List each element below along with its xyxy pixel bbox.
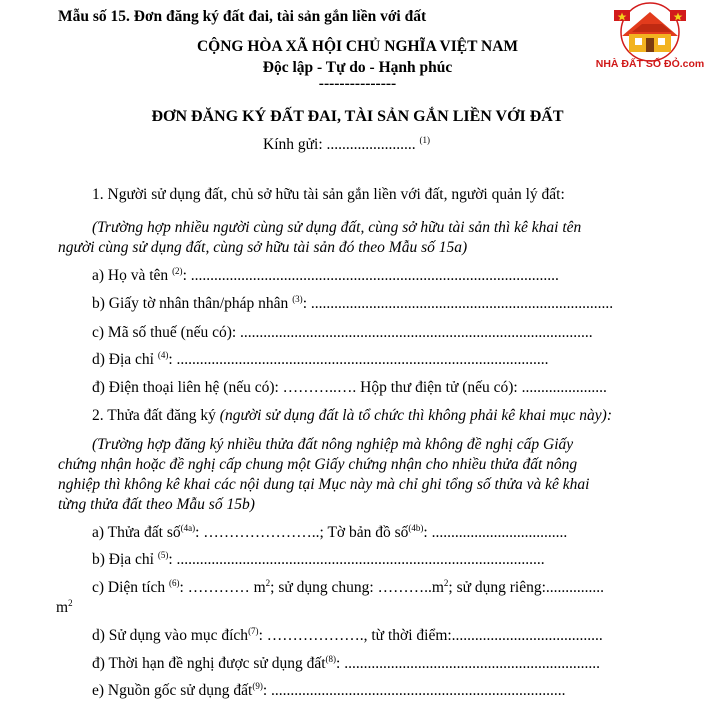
field-land-origin-label: e) Nguồn gốc sử dụng đất — [92, 682, 253, 699]
recipient-line — [263, 135, 430, 155]
section2-note-line3: nghiệp thì không kê khai các nội dung tại Mục này mà chỉ ghi tổng số thửa và kê khai — [58, 476, 590, 493]
section2-note-line2: chứng nhận hoặc đề nghị cấp chung một Giấy chứng nhận cho nhiều thửa đất nông — [58, 456, 578, 473]
house-logo-icon — [592, 2, 708, 76]
field-area-shared: ; sử dụng chung: ………..m — [270, 579, 444, 596]
site-logo — [592, 2, 708, 76]
section2-heading-line — [92, 406, 612, 426]
field-use-term-dots: : .................................................................. — [336, 655, 600, 672]
section2-heading-note: (người sử dụng đất là tổ chức thì không phải kê khai mục này): — [219, 407, 613, 424]
field-area-private: ; sử dụng riêng:............... — [448, 579, 605, 596]
field-parcel-address-dots: : ............................................................................................... — [168, 551, 545, 568]
field-area-wrap-unit-sq: 2 — [68, 597, 73, 608]
field-contact: đ) Điện thoại liên hệ (nếu có): ………..…. Hộp thư điện tử (nếu có): ...................... — [92, 379, 607, 396]
section2-heading: 2. Thửa đất đăng ký — [92, 407, 216, 424]
section1-heading: 1. Người sử dụng đất, chủ sở hữu tài sản gắn liền với đất, người quản lý đất: — [92, 186, 565, 203]
field-land-use-purpose — [92, 626, 603, 646]
field-area-total: : ………… m — [179, 579, 266, 596]
field-area-shared-unit-sq: 2 — [443, 577, 449, 588]
field-identity-doc-dots: : .............................................................................. — [302, 295, 614, 312]
field-area-label: c) Diện tích — [92, 579, 166, 596]
field-identity-doc-label: b) Giấy tờ nhân thân/pháp nhân — [92, 295, 289, 312]
field-land-use-purpose-note: (7) — [248, 625, 259, 636]
field-area — [92, 578, 604, 598]
field-land-origin-dots: : ............................................................................ — [262, 682, 566, 699]
field-parcel-address-label: b) Địa chỉ — [92, 551, 154, 568]
field-full-name — [92, 266, 559, 286]
field-area-unit-sq: 2 — [265, 577, 271, 588]
field-land-origin — [92, 681, 566, 701]
section1-note-line1: (Trường hợp nhiều người cùng sử dụng đất, cùng sở hữu tài sản thì kê khai tên — [92, 219, 582, 236]
field-area-wrap-unit: m — [56, 599, 69, 616]
recipient-note: (1) — [419, 134, 431, 145]
field-identity-doc — [92, 294, 613, 314]
field-use-term — [92, 654, 600, 674]
recipient-label: Kính gửi: — [263, 136, 323, 153]
section2-note-line1: (Trường hợp đăng ký nhiều thửa đất nông nghiệp mà không đề nghị cấp Giấy — [92, 436, 574, 453]
field-land-origin-note: (9) — [252, 680, 263, 691]
field-address-label: d) Địa chỉ — [92, 351, 154, 368]
motto-rule: --------------- — [318, 75, 397, 92]
field-identity-doc-note: (3) — [292, 293, 303, 304]
field-address — [92, 350, 549, 370]
form-code: Mẫu số 15. Đơn đăng ký đất đai, tài sản gắn liền với đất — [58, 8, 427, 25]
field-parcel-number-mid: : …………………..; Tờ bản đồ số — [195, 524, 409, 541]
field-address-note: (4) — [157, 349, 169, 360]
nation-heading: CỘNG HÒA XÃ HỘI CHỦ NGHĨA VIỆT NAM — [196, 38, 519, 55]
section1-note-line2: người cùng sử dụng đất, cùng sở hữu tài sản đó theo Mẫu số 15a) — [58, 239, 468, 256]
field-address-dots: : ................................................................................................ — [168, 351, 549, 368]
field-area-wrap — [56, 598, 73, 618]
motto: Độc lập - Tự do - Hạnh phúc — [262, 59, 453, 76]
field-land-use-purpose-label: d) Sử dụng vào mục đích — [92, 627, 249, 644]
field-parcel-address-note: (5) — [157, 549, 169, 560]
field-full-name-note: (2) — [172, 265, 183, 276]
field-land-use-purpose-dots: : ………………., từ thời điểm:....................................... — [258, 627, 603, 644]
form-title: ĐƠN ĐĂNG KÝ ĐẤT ĐAI, TÀI SẢN GẮN LIỀN VỚI ĐẤT — [151, 108, 564, 125]
field-use-term-label: đ) Thời hạn đề nghị được sử dụng đất — [92, 655, 326, 672]
field-parcel-number-label: a) Thửa đất số — [92, 524, 181, 541]
field-parcel-address — [92, 550, 545, 570]
field-full-name-label: a) Họ và tên — [92, 267, 169, 284]
recipient-dots: ....................... — [326, 136, 416, 153]
field-use-term-note: (8) — [325, 653, 337, 664]
field-area-note: (6) — [169, 577, 180, 588]
field-parcel-number-note: (4a) — [180, 522, 196, 533]
field-tax-code: c) Mã số thuế (nếu có): ........................................................................................... — [92, 324, 593, 341]
field-parcel-number — [92, 523, 567, 543]
field-map-sheet-note: (4b) — [408, 522, 424, 533]
logo-text: NHÀ ĐẤT SỔ ĐỎ.com — [595, 58, 705, 70]
field-map-sheet-dots: : ................................... — [423, 524, 568, 541]
field-full-name-dots: : ............................................................................................... — [182, 267, 559, 284]
section2-note-line4: từng thửa đất theo Mẫu số 15b) — [58, 496, 255, 513]
